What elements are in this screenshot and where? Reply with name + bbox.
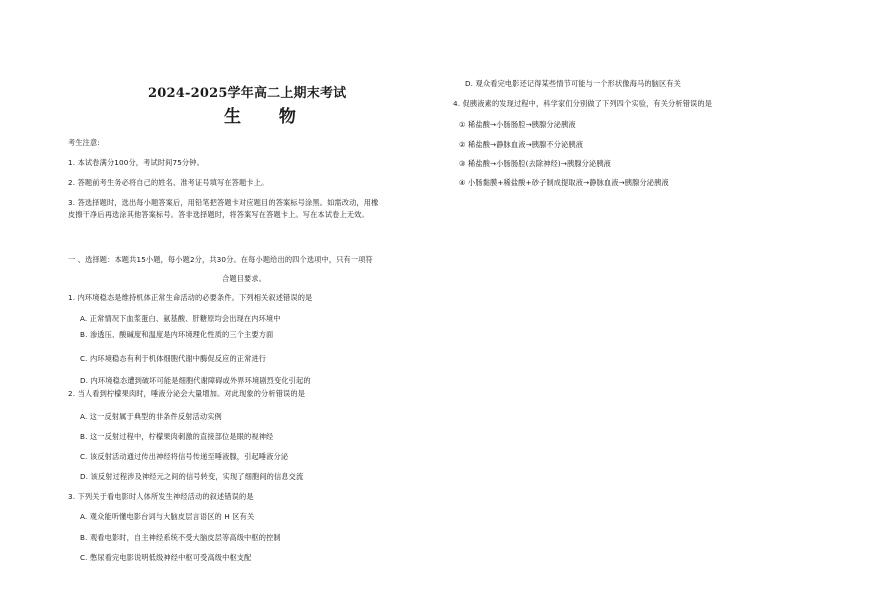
left-column xyxy=(68,78,433,598)
note-3b: 皮擦干净后再选涂其他答案标号。答非选择题时，将答案写在答题卡上。写在本试卷上无效。 xyxy=(68,210,369,219)
q4-stem: 4. 促胰液素的发现过程中，科学家们分别做了下列四个实验，有关分析错误的是 xyxy=(453,99,713,108)
note-3a: 3. 答选择题时，选出每小题答案后，用铅笔把答题卡对应题目的答案标号涂黑。如需改动，用橡 xyxy=(68,198,379,207)
q4-experiment-1: ① 稀盐酸→小肠肠腔→胰腺分泌胰液 xyxy=(459,120,576,129)
q1-option-d: D. 内环境稳态遭到破坏可能是细胞代谢障碍或外界环境剧烈变化引起的 xyxy=(80,376,311,385)
q3-option-a: A. 观众能听懂电影台词与大脑皮层言语区的 H 区有关 xyxy=(80,512,255,521)
q1-stem: 1. 内环境稳态是维持机体正常生命活动的必要条件。下列相关叙述错误的是 xyxy=(68,293,313,302)
q1-option-a: A. 正常情况下血浆蛋白、氨基酸、肝糖原均会出现在内环境中 xyxy=(80,314,281,323)
q2-stem: 2. 当人看到柠檬果肉时，唾液分泌会大量增加。对此现象的分析错误的是 xyxy=(68,389,306,398)
q4-experiment-4: ④ 小肠黏膜+稀盐酸+砂子制成提取液→静脉血液→胰腺分泌胰液 xyxy=(459,178,669,187)
q2-option-b: B. 这一反射过程中，柠檬果肉刺激的直接部位是眼的视神经 xyxy=(80,432,274,441)
q3-option-c: C. 憋尿看完电影说明低级神经中枢可受高级中枢支配 xyxy=(80,553,252,562)
section1-line2: 合题目要求。 xyxy=(222,274,267,283)
q1-option-b: B. 渗透压、酸碱度和温度是内环境理化性质的三个主要方面 xyxy=(80,330,274,339)
q4-experiment-3: ③ 稀盐酸→小肠肠腔(去除神经)→胰腺分泌胰液 xyxy=(459,159,612,168)
q2-option-a: A. 这一反射属于典型的非条件反射活动实例 xyxy=(80,412,222,421)
q3-option-d: D. 观众看完电影还记得某些情节可能与一个形状像海马的脑区有关 xyxy=(465,79,682,88)
note-2: 2. 答题前考生务必将自己的姓名、准考证号填写在答题卡上。 xyxy=(68,178,269,187)
q2-option-c: C. 该反射活动通过传出神经将信号传递至唾液腺，引起唾液分泌 xyxy=(80,452,289,461)
section1-line1: 一 、选择题：本题共15小题，每小题2分，共30分。在每小题给出的四个选项中，只有一项符 xyxy=(68,255,373,264)
q1-option-c: C. 内环境稳态有利于机体细胞代谢中酶促反应的正常进行 xyxy=(80,354,267,363)
note-1: 1. 本试卷满分100分，考试时间75分钟。 xyxy=(68,158,204,167)
exam-subject: 生 物 xyxy=(224,107,312,127)
q3-option-b: B. 观看电影时，自主神经系统不受大脑皮层等高级中枢的控制 xyxy=(80,533,281,542)
notes-heading: 考生注意: xyxy=(68,138,100,147)
q2-option-d: D. 该反射过程涉及神经元之间的信号转变，实现了细胞间的信息交流 xyxy=(80,472,304,481)
right-column xyxy=(453,78,833,278)
q3-stem: 3. 下列关于看电影时人体所发生神经活动的叙述错误的是 xyxy=(68,492,254,501)
q4-experiment-2: ② 稀盐酸→静脉血液→胰腺不分泌胰液 xyxy=(459,140,584,149)
exam-title: 2024-2025学年高二上期末考试 xyxy=(148,86,347,101)
